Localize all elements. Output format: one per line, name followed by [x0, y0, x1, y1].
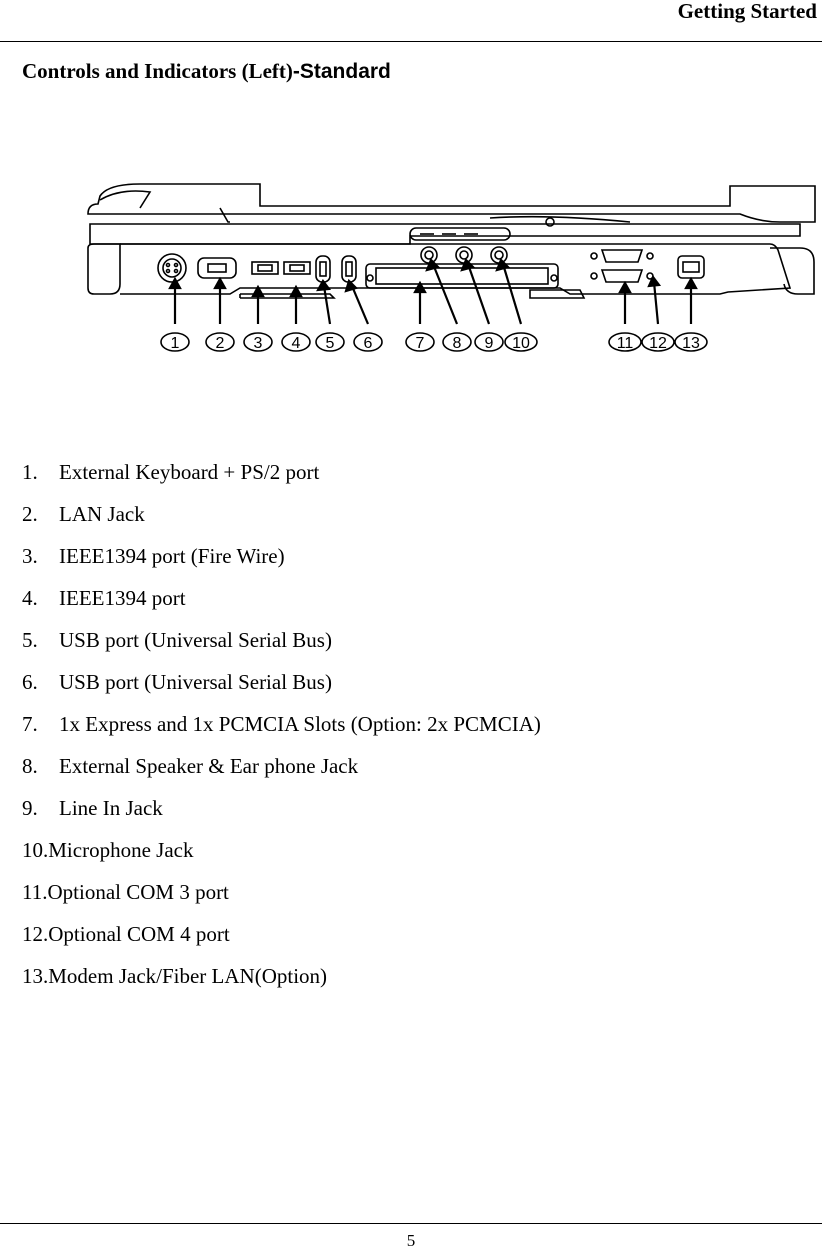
- callout-number: 4: [291, 335, 301, 352]
- list-item: [22, 493, 541, 535]
- list-item: [22, 955, 541, 997]
- callout-group: [161, 333, 707, 352]
- list-item: [22, 829, 541, 871]
- item-label: Optional COM 3 port: [47, 880, 229, 904]
- list-item: [22, 451, 541, 493]
- item-label: Optional COM 4 port: [48, 922, 230, 946]
- section-title-text: Controls and Indicators (Left): [22, 59, 293, 83]
- running-header: Getting Started: [677, 0, 817, 23]
- callout-number: 12: [649, 335, 667, 352]
- callout-number: 13: [682, 335, 700, 352]
- callout-number: 9: [484, 335, 494, 352]
- item-number: 9.: [22, 796, 38, 820]
- item-label: Modem Jack/Fiber LAN(Option): [48, 964, 328, 988]
- callout-number: 6: [363, 335, 373, 352]
- item-label: External Speaker & Ear phone Jack: [59, 754, 359, 778]
- item-label: IEEE1394 port (Fire Wire): [59, 544, 285, 568]
- item-number: 12.: [22, 922, 49, 946]
- list-item: [22, 577, 541, 619]
- item-number: 2.: [22, 502, 38, 526]
- list-item: [22, 661, 541, 703]
- callout-number: 10: [512, 335, 530, 352]
- item-label: USB port (Universal Serial Bus): [59, 670, 332, 694]
- page-number: 5: [406, 1231, 416, 1250]
- callout-number: 2: [215, 335, 225, 352]
- item-label: Microphone Jack: [48, 838, 194, 862]
- item-number: 7.: [22, 712, 38, 736]
- section-title: [22, 58, 391, 85]
- item-number: 13.: [22, 964, 49, 988]
- list-item: [22, 745, 541, 787]
- item-number: 3.: [22, 544, 38, 568]
- list-item: [22, 535, 541, 577]
- laptop-left-side-diagram: [80, 178, 822, 356]
- list-item: [22, 913, 541, 955]
- item-label: External Keyboard + PS/2 port: [59, 460, 320, 484]
- item-label: Line In Jack: [59, 796, 163, 820]
- callout-number: 11: [616, 335, 634, 352]
- footer-rule: [0, 1223, 822, 1224]
- item-label: USB port (Universal Serial Bus): [59, 628, 332, 652]
- item-number: 11.: [22, 880, 48, 904]
- list-item: [22, 619, 541, 661]
- list-item: [22, 871, 541, 913]
- callout-number: 7: [415, 335, 425, 352]
- item-number: 4.: [22, 586, 38, 610]
- item-number: 1.: [22, 460, 38, 484]
- item-label: IEEE1394 port: [59, 586, 186, 610]
- callout-number: 3: [253, 335, 263, 352]
- item-label: 1x Express and 1x PCMCIA Slots (Option: 2x PCMCIA): [59, 712, 541, 736]
- item-number: 6.: [22, 670, 38, 694]
- item-number: 5.: [22, 628, 38, 652]
- callout-number: 1: [170, 335, 180, 352]
- item-number: 8.: [22, 754, 38, 778]
- item-number: 10.: [22, 838, 49, 862]
- callout-number: 5: [325, 335, 335, 352]
- list-item: [22, 703, 541, 745]
- item-label: LAN Jack: [59, 502, 145, 526]
- list-item: [22, 787, 541, 829]
- section-title-suffix: -Standard: [292, 60, 391, 83]
- port-list: [22, 451, 541, 997]
- callout-number: 8: [452, 335, 462, 352]
- header-rule: [0, 41, 822, 42]
